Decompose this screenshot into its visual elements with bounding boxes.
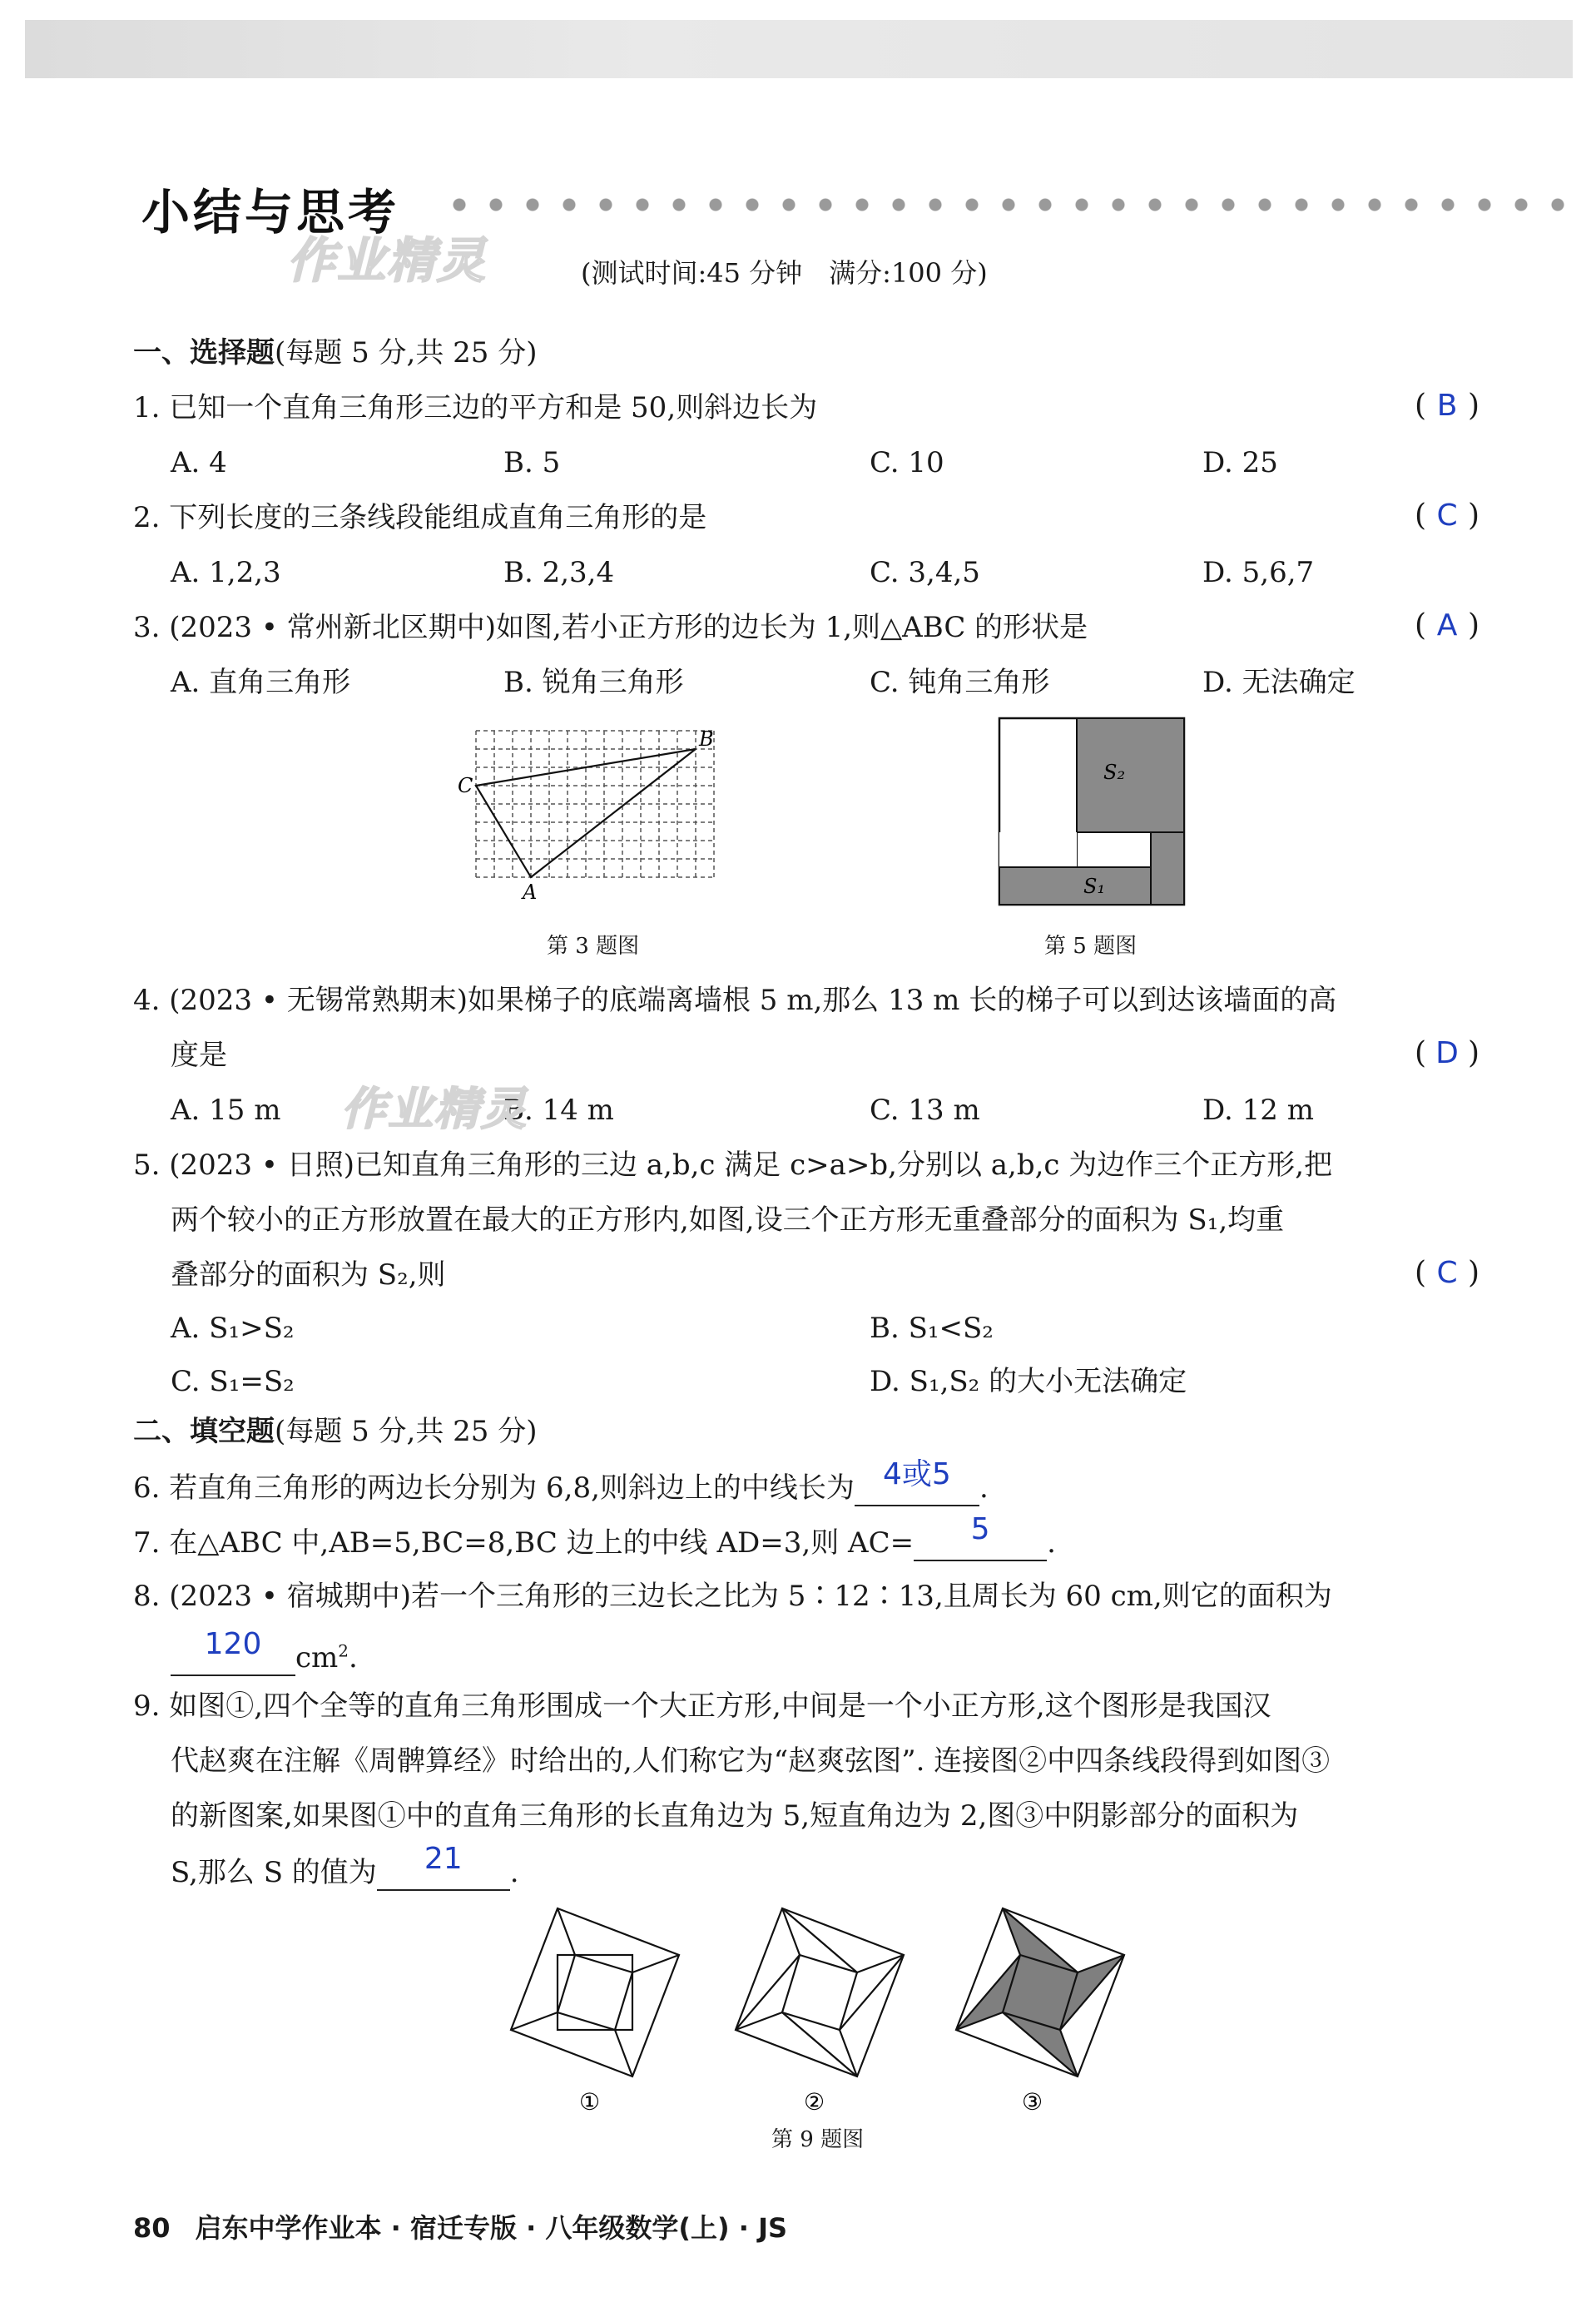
- q6-blank: [855, 1457, 979, 1506]
- fig9-diagram-3: [956, 1908, 1124, 2076]
- q9-stem-line4: S,那么 S 的值为: [171, 1856, 377, 1889]
- q5-option-c: C. S₁=S₂: [171, 1365, 295, 1398]
- q4-answer-box: ( D ): [1415, 1036, 1480, 1070]
- q2-option-d: D. 5,6,7: [1202, 556, 1315, 589]
- figure3-caption: 第 3 题图: [547, 934, 640, 959]
- q8-unit-sup: 2: [338, 1641, 349, 1661]
- figure5-caption: 第 5 题图: [1044, 934, 1138, 959]
- q3-answer-box: ( A ): [1415, 608, 1480, 643]
- q2-option-a: A. 1,2,3: [171, 556, 281, 589]
- q9-stem-line1: 9. 如图①,四个全等的直角三角形围成一个大正方形,中间是一个小正方形,这个图形是我国汉: [133, 1689, 1271, 1723]
- q9-line4: [171, 1842, 519, 1891]
- q2-option-b: B. 2,3,4: [503, 556, 615, 589]
- q3-option-a: A. 直角三角形: [171, 666, 351, 699]
- top-band: [25, 20, 1573, 78]
- q7-end: .: [1047, 1526, 1056, 1560]
- q5-answer-box: ( C ): [1415, 1256, 1480, 1290]
- q1-answer: B: [1436, 389, 1458, 423]
- q3-stem: 3. (2023 • 常州新北区期中)如图,若小正方形的边长为 1,则△ABC 的形状是: [133, 611, 1088, 644]
- q1-answer-box: ( B ): [1415, 389, 1480, 423]
- test-info: (测试时间:45 分钟 满分:100 分): [581, 257, 988, 289]
- q7-answer: 5: [970, 1512, 990, 1546]
- fig9-label-2: ②: [804, 2088, 825, 2116]
- q5-answer: C: [1436, 1256, 1458, 1290]
- section1-note: (每题 5 分,共 25 分): [275, 336, 538, 370]
- q2-answer-box: ( C ): [1415, 499, 1480, 533]
- section1-title: 一、选择题: [133, 336, 275, 370]
- q9-stem-line3: 的新图案,如果图①中的直角三角形的长直角边为 5,短直角边为 2,图③中阴影部分的面积为: [171, 1799, 1299, 1833]
- q4-stem-line1: 4. (2023 • 无锡常熟期末)如果梯子的底端离墙根 5 m,那么 13 m 长的梯子可以到达该墙面的高: [133, 984, 1337, 1017]
- watermark-1: 作业精灵: [287, 232, 488, 289]
- q1-option-b: B. 5: [503, 446, 561, 479]
- q9-stem-line2: 代赵爽在注解《周髀算经》时给出的,人们称它为“赵爽弦图”. 连接图②中四条线段得到如图③: [171, 1744, 1331, 1778]
- figure5-squares: [997, 716, 1188, 909]
- q6-line: [133, 1457, 989, 1506]
- fig5-label-s1: S₁: [1083, 875, 1106, 898]
- q5-option-d: D. S₁,S₂ 的大小无法确定: [870, 1365, 1187, 1398]
- q4-option-b: B. 14 m: [503, 1094, 614, 1127]
- q4-answer: D: [1435, 1036, 1459, 1070]
- q3-option-c: C. 钝角三角形: [870, 666, 1050, 699]
- q4-option-d: D. 12 m: [1202, 1094, 1314, 1127]
- q8-blank: [171, 1627, 295, 1676]
- figure9-zhao-shuang-diagrams: [508, 1902, 1132, 2118]
- q7-line: [133, 1512, 1056, 1561]
- q5-option-a: A. S₁>S₂: [171, 1312, 295, 1345]
- fig9-diagram-2: [736, 1908, 904, 2076]
- figure3-grid-triangle: [449, 722, 749, 905]
- fig9-diagram-1: [511, 1908, 679, 2076]
- section2-note: (每题 5 分,共 25 分): [275, 1415, 538, 1448]
- q5-stem-line3: 叠部分的面积为 S₂,则: [171, 1258, 446, 1292]
- page-footer: [133, 2207, 787, 2245]
- q8-unit-base: cm: [295, 1641, 339, 1675]
- q6-end: .: [979, 1471, 989, 1505]
- q5-stem-line1: 5. (2023 • 日照)已知直角三角形的三边 a,b,c 满足 c>a>b,分别以 a,b,c 为边作三个正方形,把: [133, 1149, 1333, 1182]
- title-dots-decoration: [441, 198, 1573, 211]
- q8-unit: [295, 1641, 358, 1674]
- q6-answer: 4或5: [883, 1457, 951, 1491]
- fig9-label-1: ①: [579, 2088, 601, 2116]
- q2-stem: 2. 下列长度的三条线段能组成直角三角形的是: [133, 501, 707, 534]
- page-number: 80: [133, 2212, 171, 2244]
- q9-blank: [377, 1842, 510, 1891]
- q1-stem: 1. 已知一个直角三角形三边的平方和是 50,则斜边长为: [133, 391, 818, 424]
- q2-answer: C: [1436, 499, 1458, 533]
- page-title: 小结与思考: [141, 184, 400, 241]
- fig3-label-a: A: [523, 881, 538, 904]
- q3-answer: A: [1436, 608, 1458, 643]
- q6-stem: 6. 若直角三角形的两边长分别为 6,8,则斜边上的中线长为: [133, 1471, 855, 1505]
- q8-line2: [171, 1627, 358, 1676]
- fig9-label-3: ③: [1022, 2088, 1043, 2116]
- q5-stem-line2: 两个较小的正方形放置在最大的正方形内,如图,设三个正方形无重叠部分的面积为 S₁,均重: [171, 1203, 1285, 1237]
- fig5-label-s2: S₂: [1103, 761, 1126, 784]
- q2-option-c: C. 3,4,5: [870, 556, 980, 589]
- q5-option-b: B. S₁<S₂: [870, 1312, 994, 1345]
- q8-answer: 120: [204, 1627, 262, 1662]
- q4-option-c: C. 13 m: [870, 1094, 980, 1127]
- section2-title: 二、填空题: [133, 1415, 275, 1448]
- q7-stem: 7. 在△ABC 中,AB=5,BC=8,BC 边上的中线 AD=3,则 AC=: [133, 1526, 914, 1560]
- q4-stem-line2: 度是: [171, 1039, 227, 1072]
- q1-option-d: D. 25: [1202, 446, 1278, 479]
- q1-option-a: A. 4: [171, 446, 227, 479]
- q9-end: .: [509, 1856, 519, 1889]
- q3-option-d: D. 无法确定: [1202, 666, 1356, 699]
- footer-text: 启东中学作业本 · 宿迁专版 · 八年级数学(上) · JS: [195, 2212, 788, 2244]
- q8-stem-line1: 8. (2023 • 宿城期中)若一个三角形的三边长之比为 5∶12∶13,且周长为 60 cm,则它的面积为: [133, 1580, 1332, 1613]
- q7-blank: [914, 1512, 1047, 1561]
- fig3-label-c: C: [458, 774, 473, 797]
- q3-option-b: B. 锐角三角形: [503, 666, 684, 699]
- section2-heading: [133, 1413, 537, 1450]
- q9-answer: 21: [424, 1842, 463, 1876]
- fig3-label-b: B: [699, 727, 714, 751]
- watermark-2: 作业精灵: [341, 1083, 528, 1135]
- q8-unit-end: .: [349, 1641, 358, 1675]
- figure9-caption: 第 9 题图: [771, 2127, 865, 2152]
- q1-option-c: C. 10: [870, 446, 944, 479]
- q4-option-a: A. 15 m: [171, 1094, 281, 1127]
- section1-heading: [133, 335, 537, 371]
